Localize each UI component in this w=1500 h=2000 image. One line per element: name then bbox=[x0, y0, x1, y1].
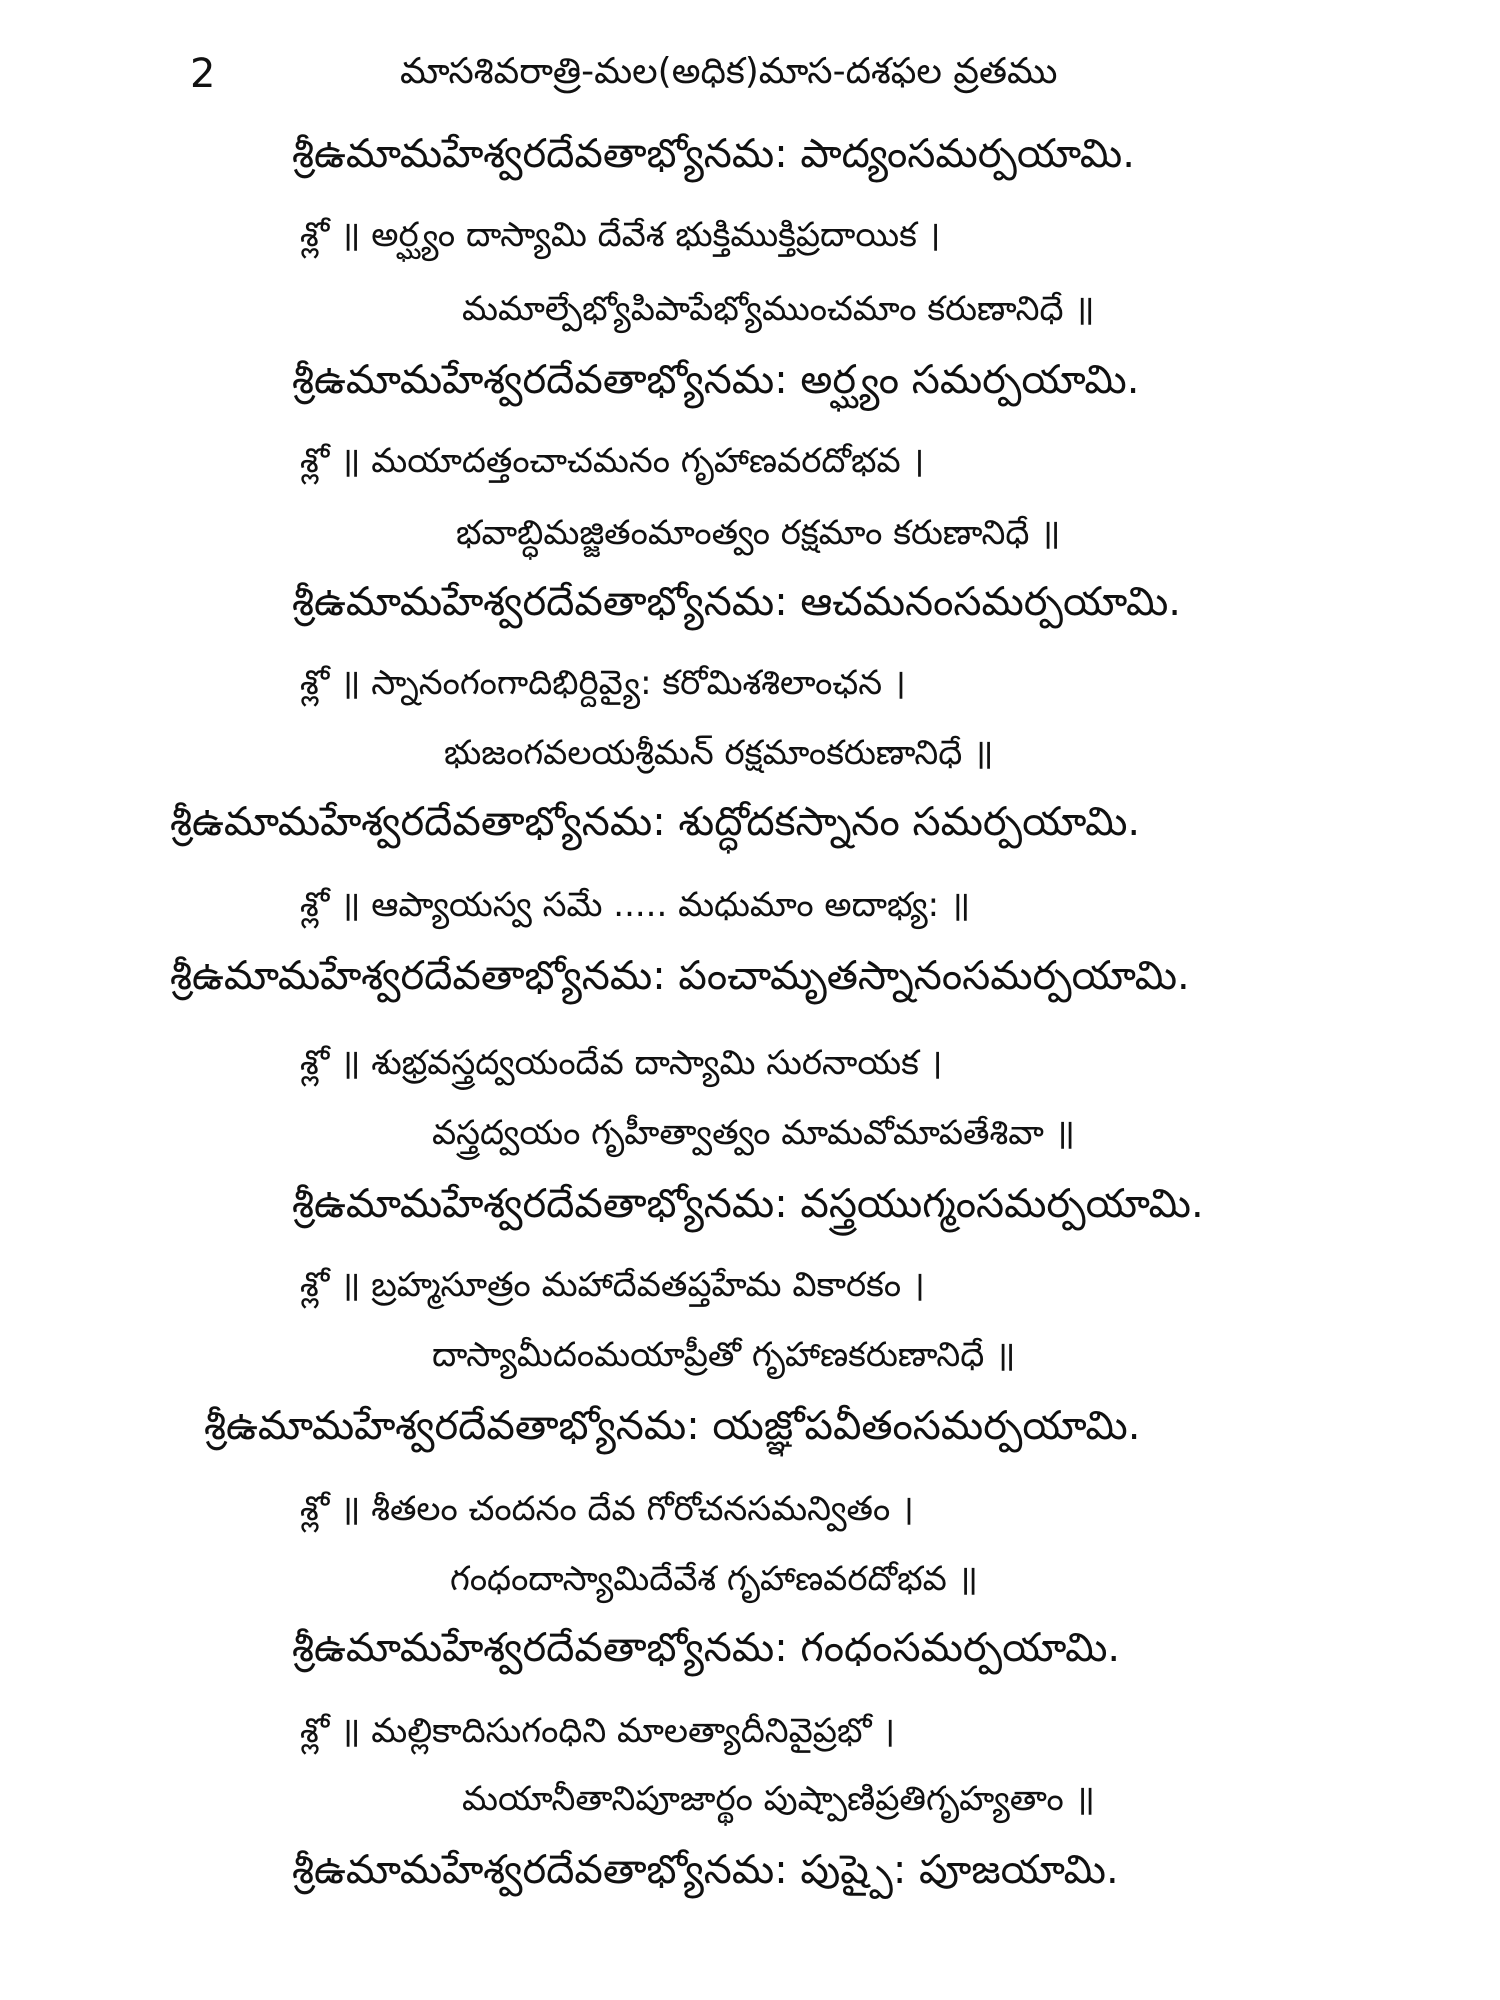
verse-line: భవాబ్ధిమజ్జితంమాంత్వం రక్షమాం కరుణానిధే ॥ bbox=[456, 513, 1061, 553]
mantra-line: శ్రీఉమామహేశ్వరదేవతాభ్యోనమ: పంచామృతస్నానంసమర్పయామి. bbox=[170, 953, 1190, 999]
verse-line: శ్లో ॥ స్నానంగంగాదిభిర్దివ్యై: కరోమిశశిలాంఛన । bbox=[300, 663, 906, 703]
running-title: మాసశివరాత్రి-మల(అధిక)మాస-దశఫల వ్రతము bbox=[400, 51, 1058, 92]
mantra-line: శ్రీఉమామహేశ్వరదేవతాభ్యోనమ: గంధంసమర్పయామి. bbox=[292, 1625, 1121, 1671]
verse-line: శ్లో ॥ మయాదత్తంచాచమనం గృహాణవరదోభవ । bbox=[300, 441, 925, 481]
mantra-line: శ్రీఉమామహేశ్వరదేవతాభ్యోనమ: యజ్ఞోపవీతంసమర్పయామి. bbox=[204, 1403, 1141, 1449]
verse-line: శ్లో ॥ శుభ్రవస్త్రద్వయందేవ దాస్యామి సురనాయక । bbox=[300, 1043, 943, 1083]
verse-line: శ్లో ॥ శీతలం చందనం దేవ గోరోచనసమన్వితం । bbox=[300, 1489, 914, 1529]
verse-line: శ్లో ॥ అర్ఘ్యం దాస్యామి దేవేశ భుక్తిముక్తిప్రదాయిక । bbox=[300, 215, 941, 255]
verse-line: వస్త్రద్వయం గృహీత్వాత్వం మామవోమాపతేశివా ॥ bbox=[432, 1113, 1075, 1153]
verse-line: మయానీతానిపూజార్థం పుష్పాణిప్రతిగృహ్యతాం ॥ bbox=[462, 1779, 1095, 1819]
mantra-line: శ్రీఉమామహేశ్వరదేవతాభ్యోనమ: పుష్పై: పూజయామి. bbox=[292, 1847, 1119, 1893]
verse-line: భుజంగవలయశ్రీమన్ రక్షమాంకరుణానిధే ॥ bbox=[444, 733, 994, 773]
mantra-line: శ్రీఉమామహేశ్వరదేవతాభ్యోనమ: ఆచమనంసమర్పయామి. bbox=[292, 579, 1182, 625]
verse-line: శ్లో ॥ బ్రహ్మసూత్రం మహాదేవతప్తహేమ వికారకం । bbox=[300, 1265, 925, 1305]
mantra-line: శ్రీఉమామహేశ్వరదేవతాభ్యోనమ: పాద్యంసమర్పయామి. bbox=[292, 131, 1135, 177]
mantra-line: శ్రీఉమామహేశ్వరదేవతాభ్యోనమ: అర్ఘ్యం సమర్పయామి. bbox=[292, 357, 1140, 403]
verse-line: దాస్యామీదంమయాప్రీతో గృహాణకరుణానిధే ॥ bbox=[432, 1335, 1016, 1375]
verse-line: శ్లో ॥ ఆప్యాయస్వ సమే ..... మధుమాం అదాభ్య: ॥ bbox=[300, 885, 971, 925]
page-header bbox=[0, 38, 1500, 108]
mantra-line: శ్రీఉమామహేశ్వరదేవతాభ్యోనమ: శుద్ధోదకస్నానం సమర్పయామి. bbox=[170, 799, 1141, 845]
page-number: 2 bbox=[190, 51, 216, 97]
verse-line: మమాల్పేభ్యోపిపాపేభ్యోముంచమాం కరుణానిధే ॥ bbox=[462, 289, 1095, 329]
verse-line: గంధందాస్యామిదేవేశ గృహాణవరదోభవ ॥ bbox=[450, 1559, 978, 1599]
verse-line: శ్లో ॥ మల్లికాదిసుగంధిని మాలత్యాదీనివైప్రభో । bbox=[300, 1711, 896, 1751]
mantra-line: శ్రీఉమామహేశ్వరదేవతాభ్యోనమ: వస్త్రయుగ్మంసమర్పయామి. bbox=[292, 1181, 1204, 1227]
